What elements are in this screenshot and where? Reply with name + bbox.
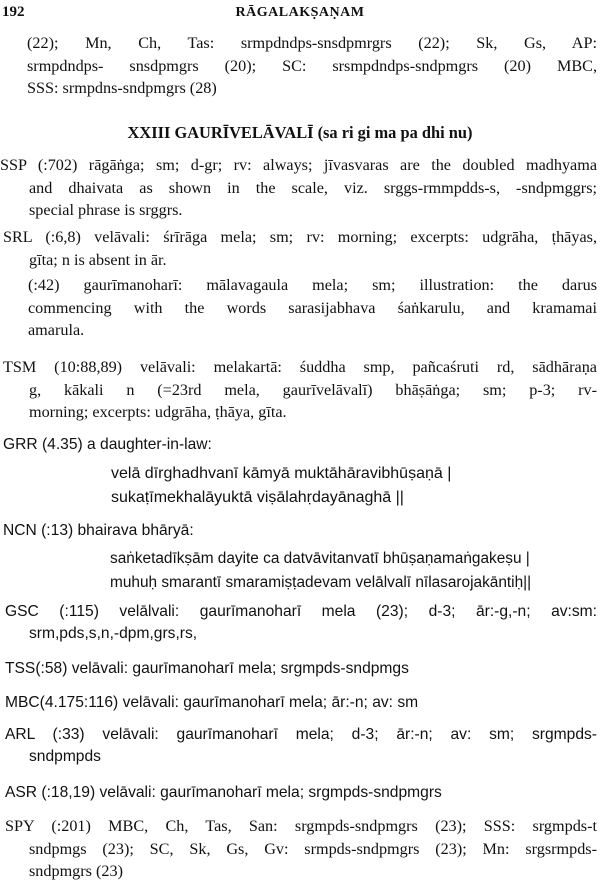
entry-gsc xyxy=(5,601,597,646)
verse-line: velā dīrghadhvanī kāmyā muktāhāravibhūṣaṇā | xyxy=(111,465,452,482)
text-line: ARL (:33) velāvali: gaurīmanoharī mela; d-3; ār:-n; av: sm; srgmpds- xyxy=(5,726,597,743)
text-line: (22); Mn, Ch, Tas: srmpdndps-snsdpmrgrs (22); Sk, Gs, AP: xyxy=(27,34,597,52)
verse-line: saṅketadīkṣām dayite ca datvāvitanvatī bhūṣaṇamaṅgakeṣu | xyxy=(110,550,530,567)
entry-ncn xyxy=(3,520,597,542)
text-line: special phrase is srggrs. xyxy=(29,201,183,220)
verse-line: muhuḥ smarantī smaramiṣṭadevam velālvalī nīlasarojakāntiḥ|| xyxy=(110,574,532,591)
entry-ssp xyxy=(0,154,597,222)
text-line: NCN (:13) bhairava bhāryā: xyxy=(3,522,194,539)
entry-asr xyxy=(5,782,597,804)
text-line: amarula. xyxy=(28,321,85,340)
entry-arl xyxy=(5,724,597,769)
text-line: ASR (:18,19) velāvali: gaurīmanoharī mela; srgmpds-sndpmgrs xyxy=(5,784,442,801)
text-line: morning; excerpts: udgrāha, ṭhāya, gīta. xyxy=(29,403,287,422)
entry-mbc xyxy=(5,692,597,714)
text-line: gīta; n is absent in ār. xyxy=(29,250,167,269)
text-line: g, kākali n (=23rd mela, gaurīvelāvalī) bhāṣāṅga; sm; p-3; rv- xyxy=(29,380,597,399)
page-number: 192 xyxy=(2,4,25,20)
text-line: (:42) gaurīmanoharī: mālavagaula mela; sm; illustration: the darus xyxy=(28,276,597,294)
text-line: srm,pds,s,n,-dpm,grs,rs, xyxy=(29,625,198,643)
text-line: SPY (:201) MBC, Ch, Tas, San: srgmpds-sndpmgrs (23); SSS: srgmpds-t xyxy=(5,817,597,835)
text-line: SRL (:6,8) velāvali: śrīrāga mela; sm; rv: morning; excerpts: udgrāha, ṭhāyas, xyxy=(3,228,597,246)
text-line: MBC(4.175:116) velāvali: gaurīmanoharī mela; ār:-n; av: sm xyxy=(5,694,419,711)
text-line: TSS(:58) velāvali: gaurīmanoharī mela; srgmpds-sndpmgs xyxy=(5,660,409,677)
running-head: RĀGALAKṢAṆAM xyxy=(235,5,365,20)
text-line: sndpmpds xyxy=(29,748,101,766)
text-line: TSM (10:88,89) velāvali: melakartā: śuddha smp, pañcaśruti rd, sādhāraṇa xyxy=(3,358,597,376)
text-line: sndpmgrs (23) xyxy=(29,862,123,881)
entry-srl xyxy=(3,226,597,271)
entry-tss xyxy=(5,658,597,680)
verse-ncn xyxy=(110,547,598,595)
entry-srl-42 xyxy=(28,274,597,342)
intro-paragraph xyxy=(27,32,597,100)
text-line: GSC (:115) velālvali: gaurīmanoharī mela (23); d-3; ār:-g,-n; av:sm: xyxy=(5,603,597,620)
text-line: sndpmgs (23); SC, Sk, Gs, Gv: srmpds-sndpmgrs (23); Mn: srgsrmpds- xyxy=(29,839,597,858)
text-line: commencing with the words sarasijabhava śaṅkarulu, and kramamai xyxy=(28,298,597,317)
entry-grr xyxy=(3,434,597,456)
entry-spy xyxy=(5,815,597,883)
text-line: srmpdndps- snsdpmgrs (20); SC: srsmpdndps-sndpmgrs (20) MBC, xyxy=(27,56,597,75)
verse-grr xyxy=(111,462,597,510)
page-header xyxy=(0,4,600,26)
text-line: and dhaivata as shown in the scale, viz. srggs-rmmpdds-s, -sndpmggrs; xyxy=(29,178,597,197)
section-heading: XXIII GAURĪVELĀVALĪ (sa ri gi ma pa dhi nu) xyxy=(127,123,473,142)
entry-tsm xyxy=(3,356,597,424)
verse-line: sukaṭīmekhalāyuktā viṣālahṛdayānaghā || xyxy=(111,489,404,506)
text-line: SSS: srmpdns-sndpmgrs (28) xyxy=(27,79,217,98)
text-line: SSP (:702) rāgāṅga; sm; d-gr; rv: always; jīvasvaras are the doubled madhyama xyxy=(0,156,597,174)
text-line: GRR (4.35) a daughter-in-law: xyxy=(3,436,212,453)
